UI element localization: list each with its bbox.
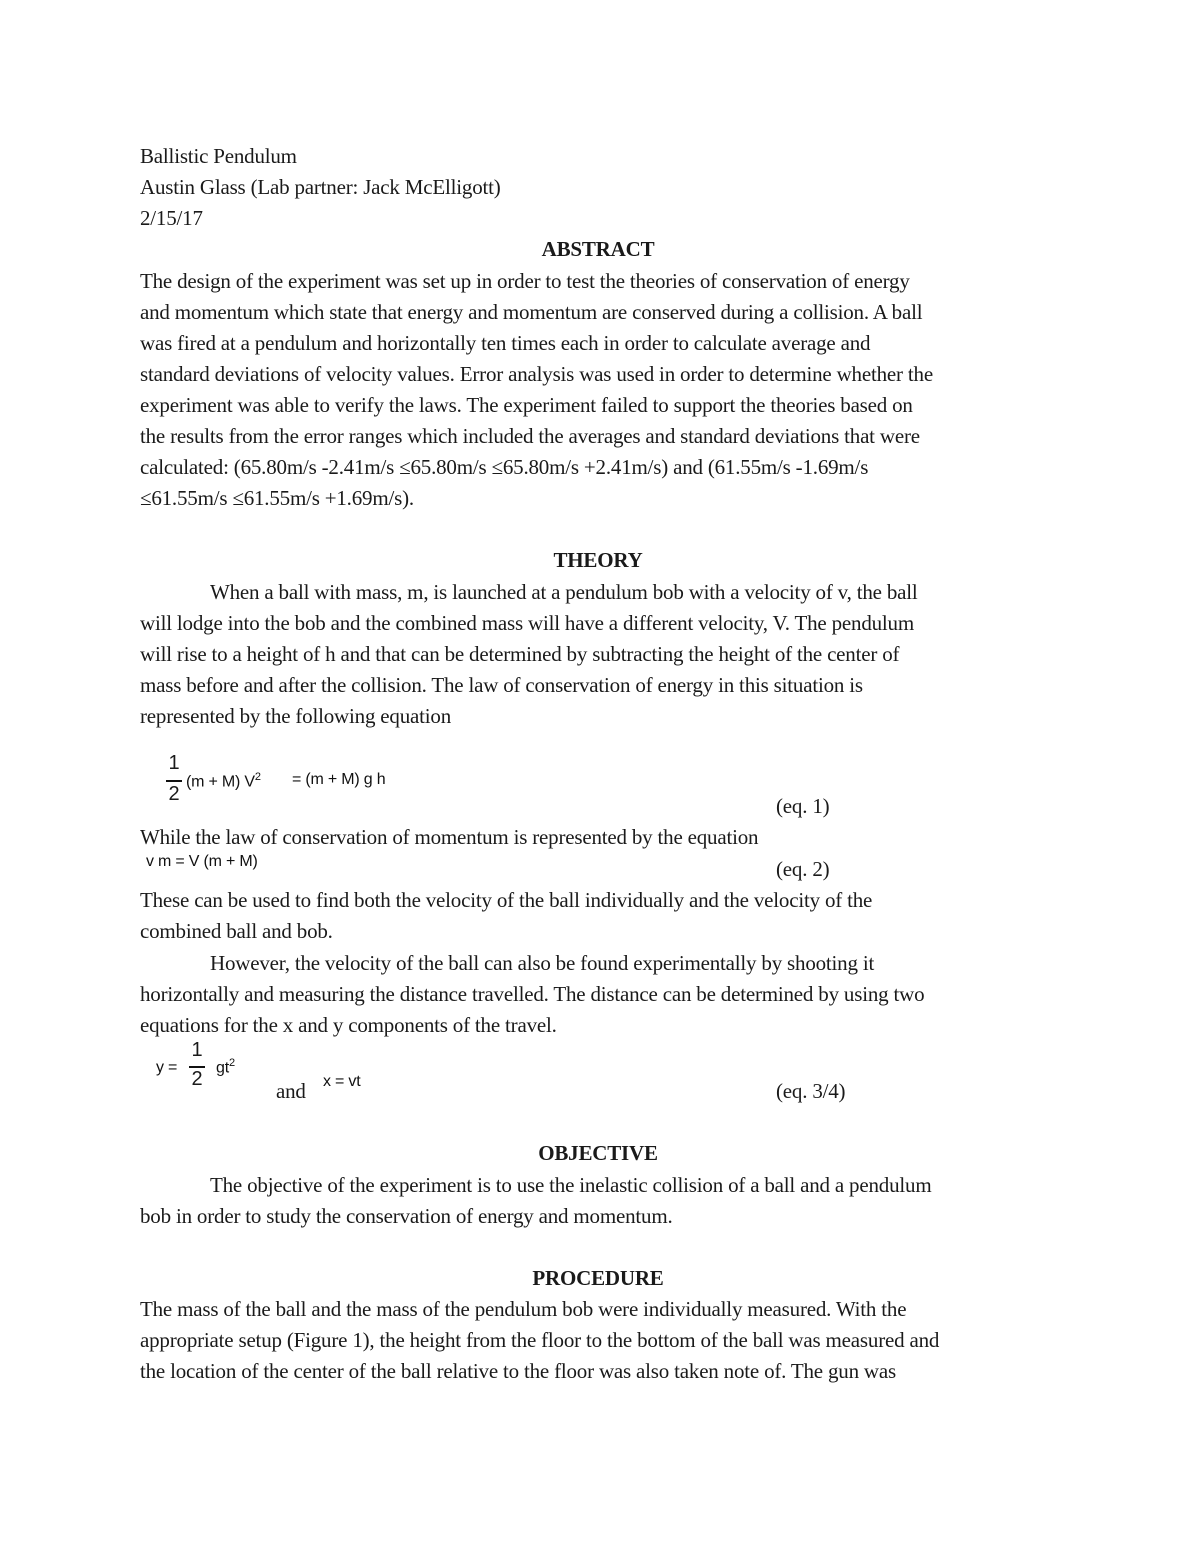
theory-line: represented by the following equation bbox=[140, 704, 452, 728]
theory-line: mass before and after the collision. The law of conservation of energy in this situation is bbox=[140, 673, 863, 697]
abstract-line: ≤61.55m/s ≤61.55m/s +1.69m/s). bbox=[140, 486, 414, 510]
eq1-lhs-text: (m + M) V bbox=[186, 773, 255, 791]
abstract-line: experiment was able to verify the laws. The experiment failed to support the theories based on bbox=[140, 393, 913, 417]
eq3-fraction-numerator: 1 bbox=[191, 1039, 203, 1061]
momentum-intro: While the law of conservation of momentum is represented by the equation bbox=[140, 825, 759, 849]
theory-heading: THEORY bbox=[553, 548, 643, 572]
eq1-fraction-numerator: 1 bbox=[168, 752, 180, 774]
theory-line: However, the velocity of the ball can also be found experimentally by shooting it bbox=[210, 951, 875, 975]
eq1-label: (eq. 1) bbox=[776, 794, 830, 818]
abstract-line: The design of the experiment was set up in order to test the theories of conservation of energy bbox=[140, 269, 910, 293]
eq1-lhs bbox=[186, 771, 261, 791]
eq3-lhs: y = bbox=[156, 1059, 178, 1076]
objective-line: bob in order to study the conservation of energy and momentum. bbox=[140, 1204, 673, 1228]
theory-line: will rise to a height of h and that can be determined by subtracting the height of the center of bbox=[140, 642, 900, 666]
theory-line: When a ball with mass, m, is launched at a pendulum bob with a velocity of v, the ball bbox=[210, 580, 918, 604]
eq3-rhs bbox=[216, 1057, 235, 1077]
eq2-label: (eq. 2) bbox=[776, 857, 830, 881]
procedure-line: the location of the center of the ball relative to the floor was also taken note of. The gun was bbox=[140, 1359, 896, 1383]
eq1-rhs: = (m + M) g h bbox=[292, 771, 386, 788]
abstract-line: the results from the error ranges which included the averages and standard deviations that were bbox=[140, 424, 920, 448]
objective-heading: OBJECTIVE bbox=[538, 1141, 658, 1165]
date-line: 2/15/17 bbox=[140, 206, 203, 230]
theory-line: combined ball and bob. bbox=[140, 919, 333, 943]
procedure-heading: PROCEDURE bbox=[532, 1266, 664, 1290]
abstract-line: standard deviations of velocity values. Error analysis was used in order to determine whether the bbox=[140, 362, 933, 386]
eq1-exponent: 2 bbox=[254, 771, 261, 783]
document-title: Ballistic Pendulum bbox=[140, 144, 297, 168]
eq3-fraction-denominator: 2 bbox=[191, 1068, 203, 1090]
theory-line: horizontally and measuring the distance travelled. The distance can be determined by using two bbox=[140, 982, 925, 1006]
abstract-line: was fired at a pendulum and horizontally ten times each in order to calculate average and bbox=[140, 331, 871, 355]
eq3-rhs-text: gt bbox=[216, 1059, 229, 1077]
objective-line: The objective of the experiment is to use the inelastic collision of a ball and a pendulum bbox=[210, 1173, 932, 1197]
abstract-heading: ABSTRACT bbox=[541, 237, 655, 261]
procedure-line: The mass of the ball and the mass of the pendulum bob were individually measured. With the bbox=[140, 1297, 907, 1321]
theory-line: will lodge into the bob and the combined mass will have a different velocity, V. The pendulum bbox=[140, 611, 914, 635]
author-line: Austin Glass (Lab partner: Jack McElligott) bbox=[140, 175, 501, 199]
abstract-line: and momentum which state that energy and momentum are conserved during a collision. A ball bbox=[140, 300, 923, 324]
eq34-and: and bbox=[276, 1079, 306, 1103]
eq1-fraction-denominator: 2 bbox=[168, 783, 180, 805]
eq34-label: (eq. 3/4) bbox=[776, 1079, 846, 1103]
abstract-line: calculated: (65.80m/s -2.41m/s ≤65.80m/s ≤65.80m/s +2.41m/s) and (61.55m/s -1.69m/s bbox=[140, 455, 869, 479]
eq3-exponent: 2 bbox=[228, 1057, 235, 1069]
theory-line: equations for the x and y components of the travel. bbox=[140, 1013, 557, 1037]
eq2-expression: v m = V (m + M) bbox=[146, 853, 258, 870]
theory-line: These can be used to find both the velocity of the ball individually and the velocity of the bbox=[140, 888, 873, 912]
procedure-line: appropriate setup (Figure 1), the height from the floor to the bottom of the ball was measured and bbox=[140, 1328, 940, 1352]
eq1-fraction-bar bbox=[166, 780, 182, 782]
eq4-expression: x = vt bbox=[323, 1073, 361, 1090]
